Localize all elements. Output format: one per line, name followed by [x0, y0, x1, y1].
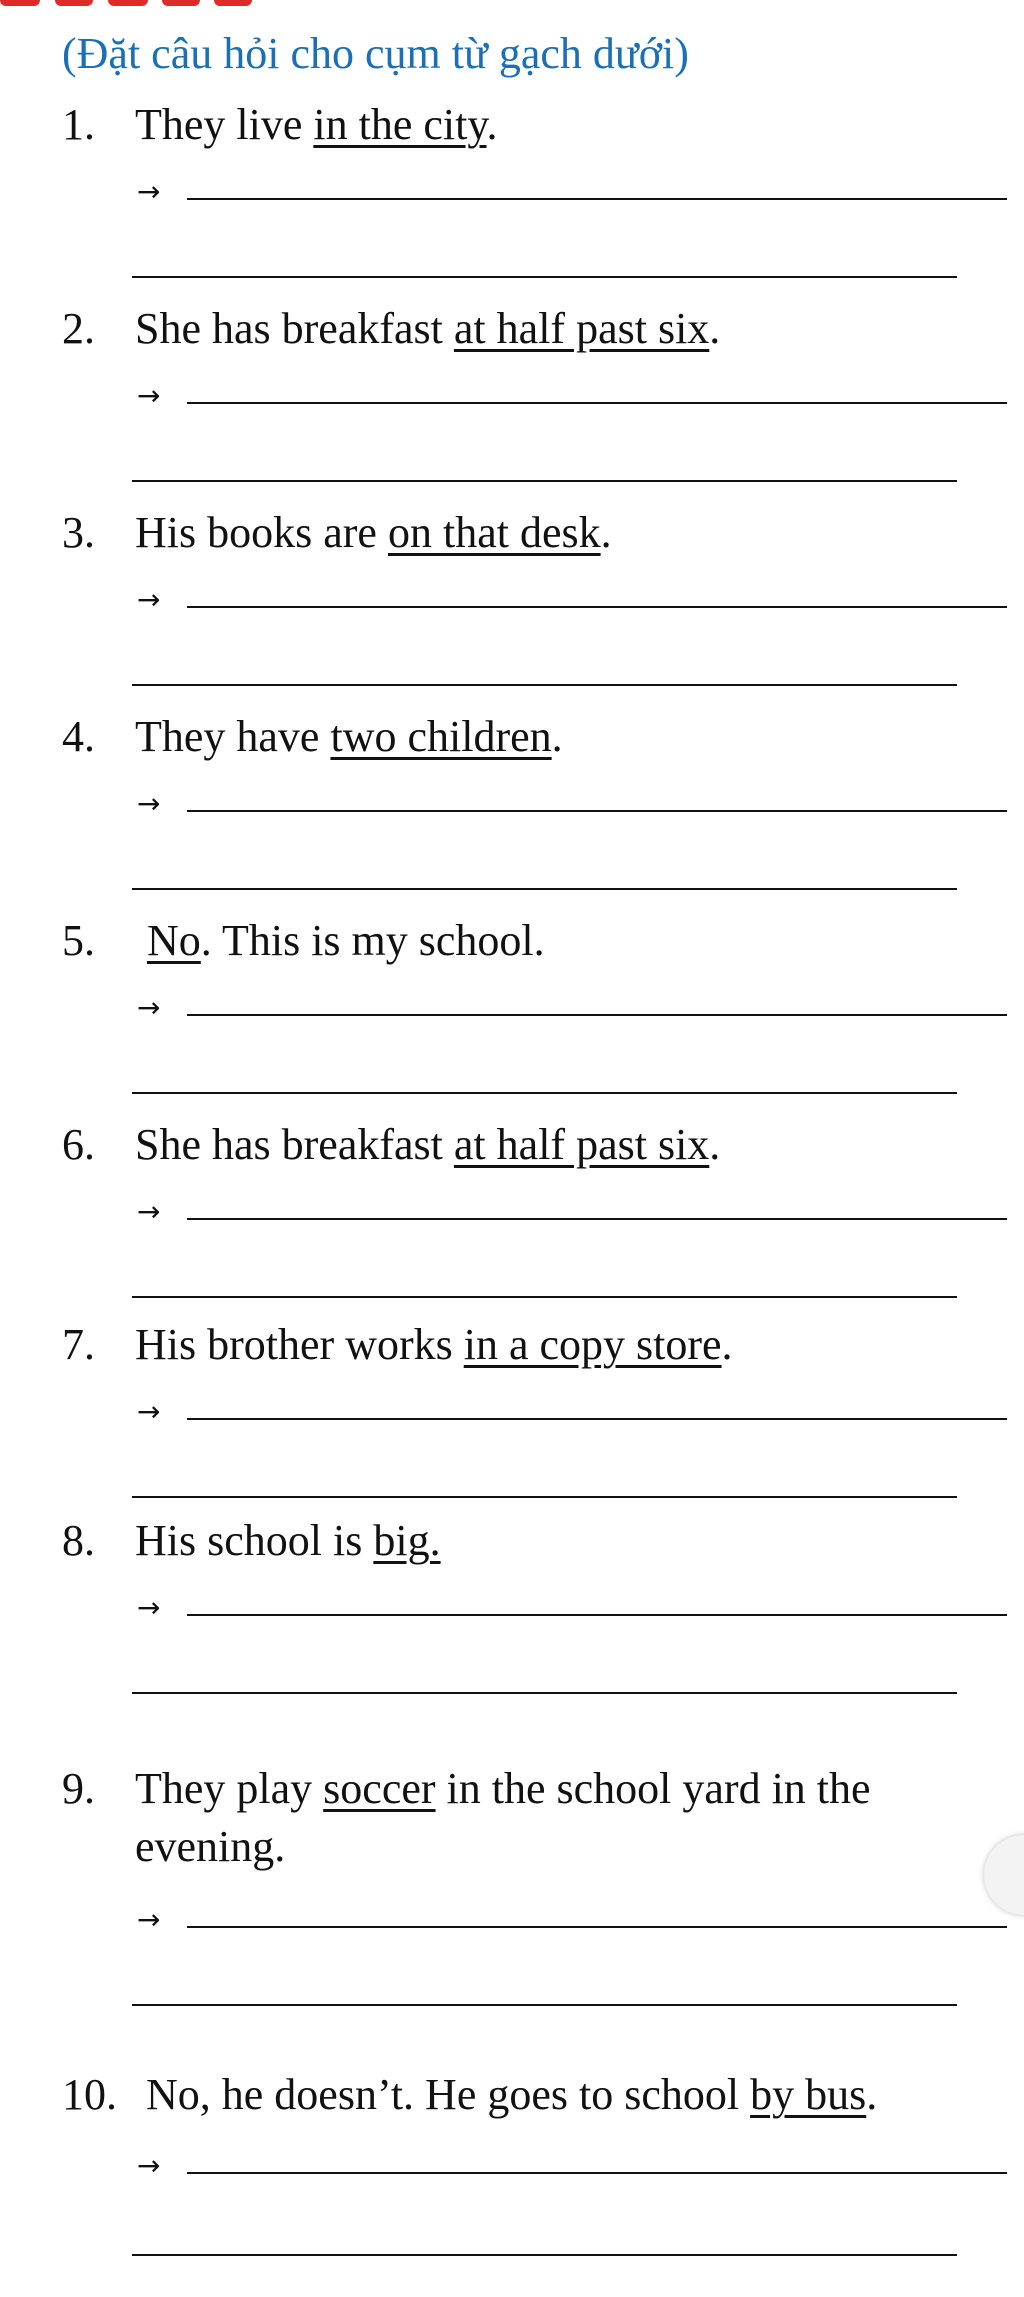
sentence-text: His school is big.	[135, 1516, 441, 1565]
answer-line-2[interactable]	[132, 684, 957, 686]
sentence-text: No. This is my school.	[147, 916, 545, 965]
item-number: 9.	[62, 1764, 95, 1813]
item-number: 6.	[62, 1120, 95, 1169]
answer-line-1[interactable]	[137, 583, 1007, 616]
item-number: 7.	[62, 1320, 95, 1369]
exercise-sentence	[62, 708, 1012, 766]
answer-line-2[interactable]	[132, 1692, 957, 1694]
exercise-sentence	[62, 912, 1012, 970]
underlined-phrase: in a copy store	[463, 1320, 722, 1369]
sentence-text: They have two children.	[135, 712, 563, 761]
answer-line-1[interactable]	[137, 1195, 1007, 1228]
item-number: 10.	[62, 2070, 117, 2119]
sentence-text: They live in the city.	[135, 100, 498, 149]
underlined-phrase: at half past six	[453, 304, 710, 353]
underlined-phrase: big.	[373, 1516, 441, 1565]
answer-line-1[interactable]	[137, 379, 1007, 412]
instruction-text: (Đặt câu hỏi cho cụm từ gạch dưới)	[62, 29, 689, 78]
answer-line-2[interactable]	[132, 1496, 957, 1498]
arrow-icon: →	[137, 787, 161, 820]
exercise-sentence	[62, 300, 1012, 358]
item-number: 3.	[62, 508, 95, 557]
exercise-sentence	[62, 2066, 1012, 2124]
exercise-sentence	[62, 1512, 1012, 1570]
answer-line-1[interactable]	[137, 1395, 1007, 1428]
answer-line-1[interactable]	[137, 1903, 1007, 1936]
arrow-icon: →	[137, 1903, 161, 1936]
exercise-item-7	[62, 1316, 1012, 1516]
arrow-icon: →	[137, 1395, 161, 1428]
arrow-icon: →	[137, 2149, 161, 2182]
exercise-sentence	[62, 504, 1012, 562]
arrow-icon: →	[137, 175, 161, 208]
exercise-item-1	[62, 96, 1012, 296]
item-number: 4.	[62, 712, 95, 761]
header-fragment	[0, 0, 260, 10]
exercise-item-2	[62, 300, 1012, 500]
answer-line-2[interactable]	[132, 480, 957, 482]
sentence-continuation: evening.	[135, 1822, 286, 1871]
answer-line-2[interactable]	[132, 888, 957, 890]
arrow-icon: →	[137, 1195, 161, 1228]
underlined-phrase: soccer	[323, 1764, 436, 1813]
exercise-item-8	[62, 1512, 1012, 1712]
answer-line-2[interactable]	[132, 276, 957, 278]
exercise-item-9	[62, 1760, 1012, 2020]
arrow-icon: →	[137, 379, 161, 412]
underlined-phrase: two children	[330, 712, 552, 761]
answer-line-2[interactable]	[132, 1296, 957, 1298]
sentence-text: They play soccer in the school yard in the	[135, 1764, 871, 1813]
exercise-item-5	[62, 912, 1012, 1112]
sentence-text: No, he doesn’t. He goes to school by bus.	[146, 2070, 878, 2119]
arrow-icon: →	[137, 1591, 161, 1624]
item-number: 2.	[62, 304, 95, 353]
exercise-item-3	[62, 504, 1012, 704]
exercise-item-10	[62, 2066, 1012, 2286]
sentence-text: She has breakfast at half past six.	[135, 1120, 721, 1169]
exercise-sentence	[62, 1760, 1012, 1818]
answer-line-1[interactable]	[137, 1591, 1007, 1624]
arrow-icon: →	[137, 583, 161, 616]
item-number: 5.	[62, 916, 95, 965]
underlined-phrase: in the city	[313, 100, 487, 149]
answer-line-1[interactable]	[137, 2149, 1007, 2182]
exercise-item-4	[62, 708, 1012, 908]
exercise-sentence	[62, 1116, 1012, 1174]
underlined-phrase: at half past six	[453, 1120, 710, 1169]
underlined-phrase: No	[147, 916, 201, 965]
arrow-icon: →	[137, 991, 161, 1024]
item-number: 8.	[62, 1516, 95, 1565]
underlined-phrase: on that desk	[387, 508, 601, 557]
sentence-text: His brother works in a copy store.	[135, 1320, 733, 1369]
sentence-text: She has breakfast at half past six.	[135, 304, 721, 353]
answer-line-2[interactable]	[132, 2004, 957, 2006]
exercise-sentence	[62, 96, 1012, 154]
item-number: 1.	[62, 100, 95, 149]
exercise-item-6	[62, 1116, 1012, 1316]
answer-line-1[interactable]	[137, 175, 1007, 208]
underlined-phrase: by bus	[750, 2070, 867, 2119]
exercise-sentence	[62, 1316, 1012, 1374]
answer-line-1[interactable]	[137, 787, 1007, 820]
sentence-text: His books are on that desk.	[135, 508, 612, 557]
answer-line-1[interactable]	[137, 991, 1007, 1024]
answer-line-2[interactable]	[132, 2254, 957, 2256]
answer-line-2[interactable]	[132, 1092, 957, 1094]
